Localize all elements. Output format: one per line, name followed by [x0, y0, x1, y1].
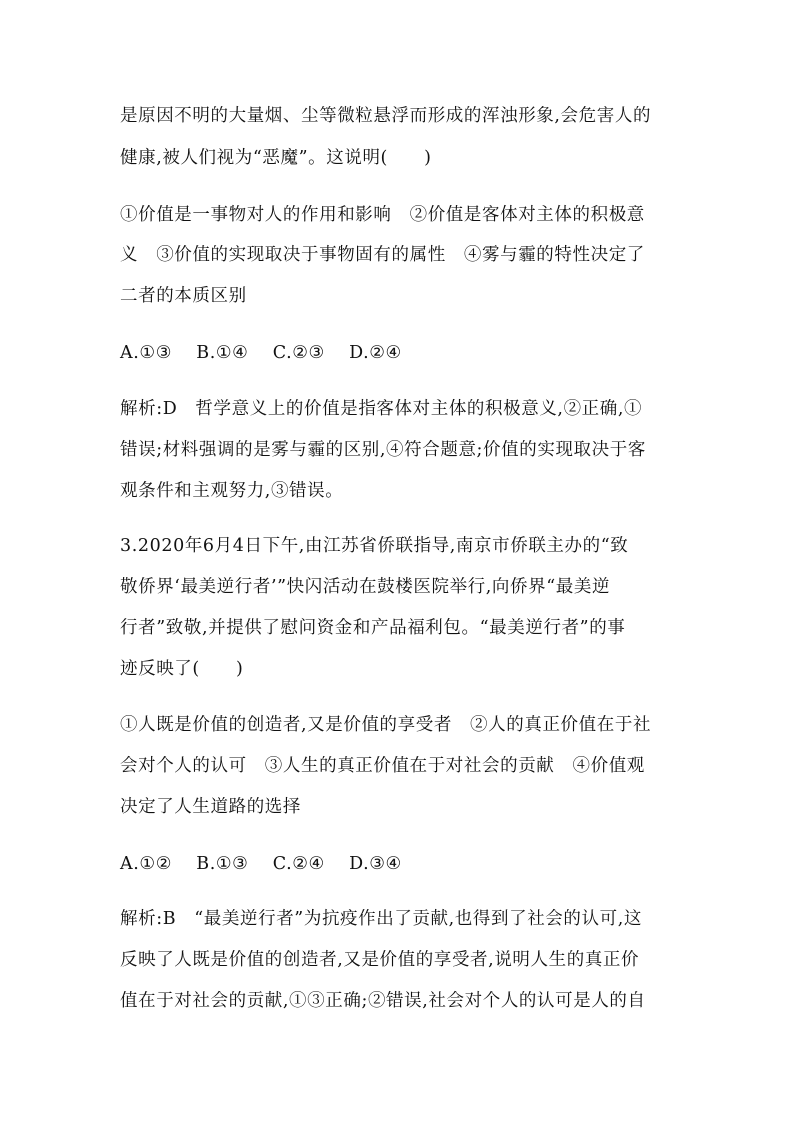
q2-analysis-line-3: 观条件和主观努力,③错误。: [120, 481, 344, 501]
q2-stem-line-1: 是原因不明的大量烟、尘等微粒悬浮而形成的浑浊形象,会危害人的: [120, 106, 652, 126]
q2-stem-line-2: 健康,被人们视为“恶魔”。这说明( ): [120, 148, 432, 168]
q2-analysis-line-1: 解析:D 哲学意义上的价值是指客体对主体的积极意义,②正确,①: [120, 399, 643, 419]
q3-statements-line-3: 决定了人生道路的选择: [120, 797, 301, 817]
q2-statements-line-1: ①价值是一事物对人的作用和影响 ②价值是客体对主体的积极意: [120, 205, 645, 225]
q3-analysis-line-3: 值在于对社会的贡献,①③正确;②错误,社会对个人的认可是人的自: [120, 991, 646, 1011]
q3-stem-line-3: 行者”致敬,并提供了慰问资金和产品福利包。“最美逆行者”的事: [120, 618, 626, 638]
q3-statements-line-2: 会对个人的认可 ③人生的真正价值在于对社会的贡献 ④价值观: [120, 756, 645, 776]
q3-stem-line-2: 敬侨界‘最美逆行者’”快闪活动在鼓楼医院举行,向侨界“最美逆: [120, 577, 611, 597]
q3-stem-line-4: 迹反映了( ): [120, 659, 244, 679]
q2-options: A.①③ B.①④ C.②③ D.②④: [120, 343, 402, 363]
q3-analysis-line-1: 解析:B “最美逆行者”为抗疫作出了贡献,也得到了社会的认可,这: [120, 909, 642, 929]
q2-analysis-line-2: 错误;材料强调的是雾与霾的区别,④符合题意;价值的实现取决于客: [120, 440, 646, 460]
q2-statements-line-3: 二者的本质区别: [120, 286, 247, 306]
q3-statements-line-1: ①人既是价值的创造者,又是价值的享受者 ②人的真正价值在于社: [120, 715, 652, 735]
q3-stem-line-1: 3.2020年6月4日下午,由江苏省侨联指导,南京市侨联主办的“致: [120, 536, 629, 556]
q2-statements-line-2: 义 ③价值的实现取决于事物固有的属性 ④雾与霾的特性决定了: [120, 245, 645, 265]
q3-options: A.①② B.①③ C.②④ D.③④: [120, 854, 402, 874]
q3-analysis-line-2: 反映了人既是价值的创造者,又是价值的享受者,说明人生的真正价: [120, 950, 640, 970]
